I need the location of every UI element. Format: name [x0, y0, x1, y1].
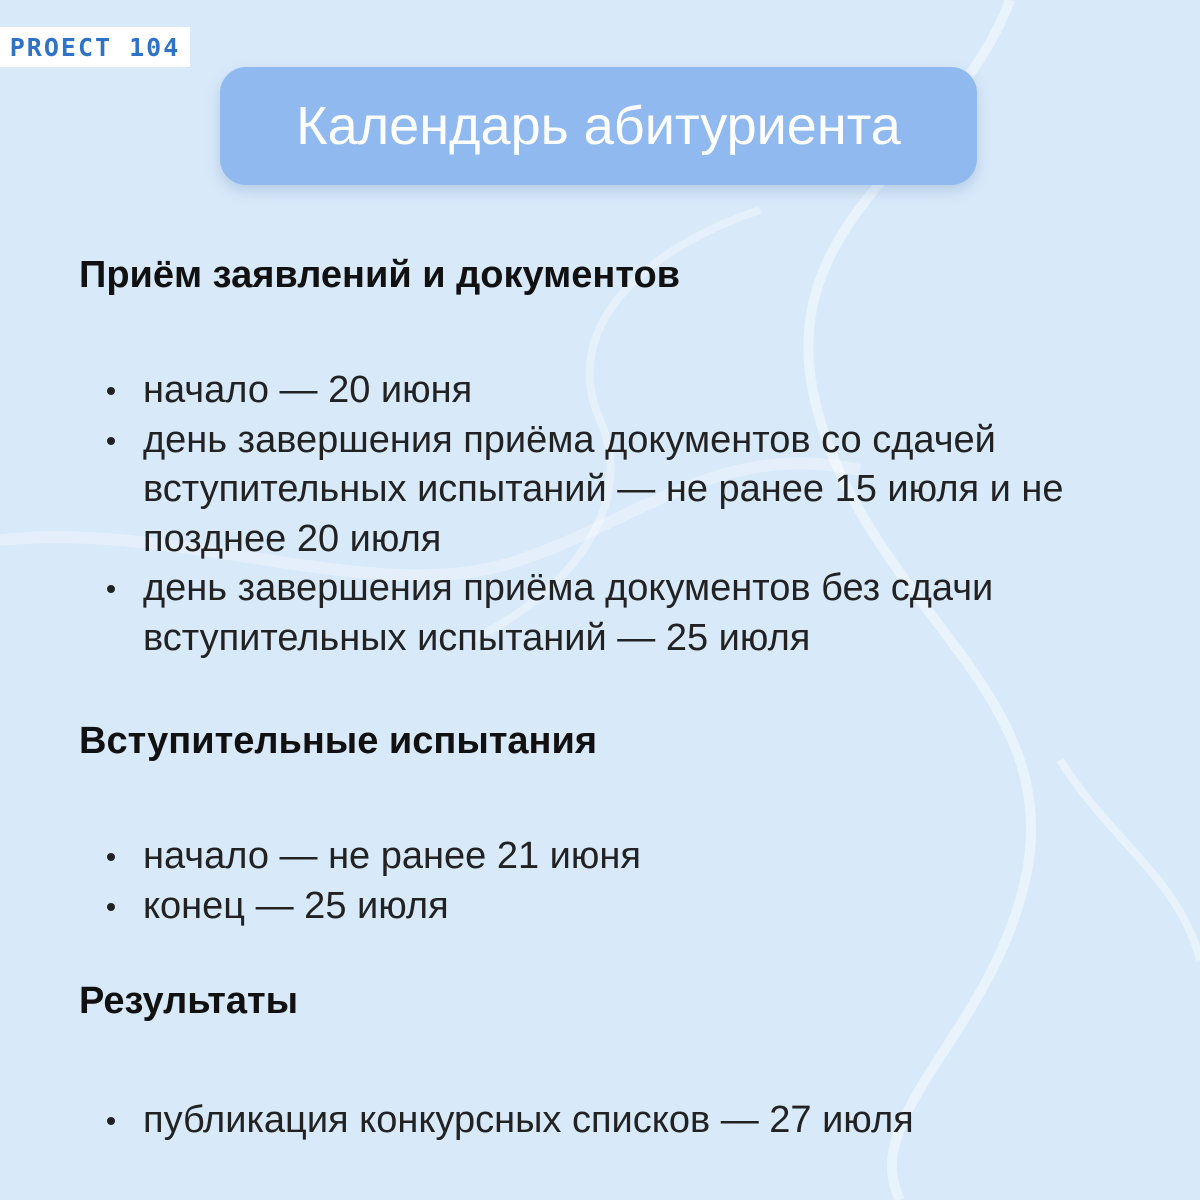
section-applications	[79, 250, 1139, 663]
list-item-text: публикация конкурсных списков — 27 июля	[143, 1099, 914, 1141]
list-item	[79, 882, 1139, 932]
logo-text: PROEСT 104	[9, 32, 181, 62]
section-results	[79, 976, 1139, 1146]
list-item	[79, 832, 1139, 882]
list-item	[79, 366, 1139, 416]
list-item	[79, 1096, 1139, 1146]
bullet-icon	[107, 903, 115, 911]
list-item	[79, 416, 1139, 565]
list-item-text: начало — не ранее 21 июня	[143, 835, 641, 877]
bullet-list	[79, 1096, 1139, 1146]
list-item-text: начало — 20 июня	[143, 369, 473, 411]
page-title: Календарь абитуриента	[296, 96, 901, 156]
list-item-text: день завершения приёма документов со сдачей вступительных испытаний — не ранее 15 июля и не позднее 20 июля	[143, 418, 1064, 560]
list-item	[79, 564, 1139, 663]
section-heading: Приём заявлений и документов	[79, 254, 681, 296]
title-banner	[220, 67, 977, 185]
section-heading: Вступительные испытания	[79, 720, 598, 762]
bullet-icon	[107, 387, 115, 395]
bullet-icon	[107, 853, 115, 861]
bullet-list	[79, 366, 1139, 663]
project-104-logo	[0, 27, 190, 67]
section-entrance-exams	[79, 716, 1139, 931]
bullet-list	[79, 832, 1139, 931]
section-heading: Результаты	[79, 980, 299, 1022]
bullet-icon	[107, 585, 115, 593]
bullet-icon	[107, 1117, 115, 1125]
list-item-text: конец — 25 июля	[143, 884, 449, 927]
bullet-icon	[107, 437, 115, 445]
list-item-text: день завершения приёма документов без сдачи вступительных испытаний — 25 июля	[143, 567, 994, 659]
